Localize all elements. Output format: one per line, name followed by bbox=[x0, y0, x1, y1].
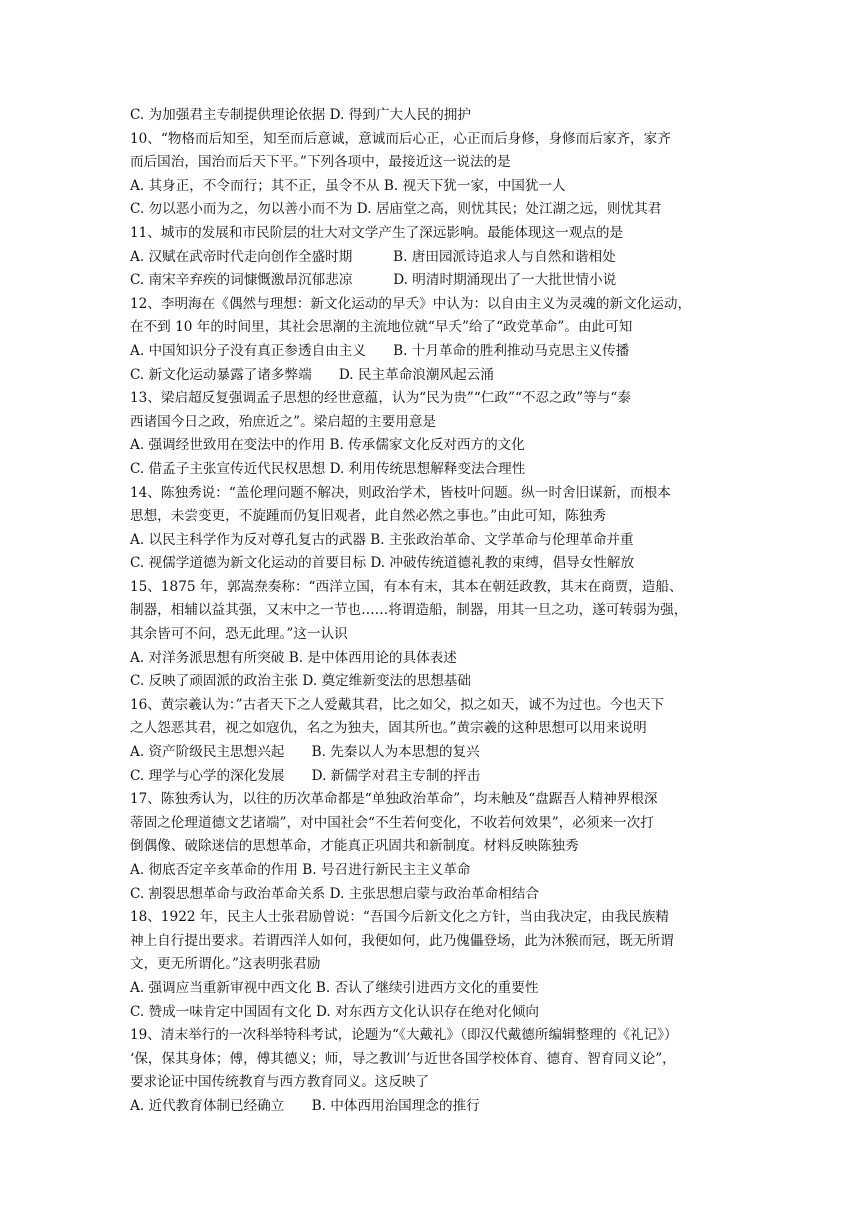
question-14-stem-cont: 思想，未尝变更，不旋踵而仍复旧观者，此自然必然之事也。”由此可知，陈独秀 bbox=[130, 508, 606, 525]
question-16-options-ab: A. 资产阶级民主思想兴起 B. 先秦以人为本思想的复兴 bbox=[130, 744, 480, 761]
question-text-block bbox=[130, 104, 730, 1119]
question-18-stem-cont: 神上自行提出要求。若谓西洋人如何，我便如何，此乃傀儡登场，此为沐猴而冠，既无所谓 bbox=[130, 932, 674, 949]
question-14-options-cd: C. 视儒学道德为新文化运动的首要目标 D. 冲破传统道德礼教的束缚，倡导女性解放 bbox=[130, 555, 635, 572]
question-12-stem-cont: 在不到 10 年的时间里，其社会思潮的主流地位就“早夭”给了“政党革命”。由此可知 bbox=[130, 319, 633, 336]
question-18-options-ab: A. 强调应当重新审视中西文化 B. 否认了继续引进西方文化的重要性 bbox=[130, 979, 539, 996]
question-16-stem: 16、黄宗羲认为：”古者天下之人爱戴其君，比之如父，拟之如天，诚不为过也。今也天下 bbox=[130, 696, 665, 713]
option-line: C. 为加强君主专制提供理论依据 D. 得到广大人民的拥护 bbox=[130, 107, 471, 123]
question-19-options-ab: A. 近代教育体制已经确立 B. 中体西用治国理念的推行 bbox=[130, 1097, 480, 1114]
question-17-options-ab: A. 彻底否定辛亥革命的作用 B. 号召进行新民主主义革命 bbox=[130, 862, 471, 878]
question-13-stem: 13、梁启超反复强调孟子思想的经世意蕴，认为“民为贵”“仁政”“不忍之政”等与“泰 bbox=[130, 390, 631, 407]
question-10-options-ab: A. 其身正，不令而行；其不正，虽令不从 B. 视天下犹一家，中国犹一人 bbox=[130, 177, 566, 194]
question-18-stem: 18、1922 年，民主人士张君励曾说：“吾国今后新文化之方针，当由我决定，由我民族精 bbox=[130, 909, 669, 926]
question-12-options-cd: C. 新文化运动暴露了诸多弊端 D. 民主革命浪潮风起云涌 bbox=[130, 366, 494, 383]
question-17-options-cd: C. 割裂思想革命与政治革命关系 D. 主张思想启蒙与政治革命相结合 bbox=[130, 885, 539, 902]
question-19-stem-cont: ‘保，保其身体；傅，傅其德义；师，导之教训’与近世各国学校体育、德育、智育同义论”， bbox=[130, 1050, 676, 1067]
question-15-stem-cont: 其余皆可不问，恐无此理。”这一认识 bbox=[130, 626, 348, 643]
question-10-options-cd: C. 勿以恶小而为之，勿以善小而不为 D. 居庙堂之高，则忧其民；处江湖之远，则忧其君 bbox=[130, 201, 662, 218]
question-15-options-cd: C. 反映了顽固派的政治主张 D. 奠定维新变法的思想基础 bbox=[130, 673, 471, 690]
question-14-options-ab: A. 以民主科学作为反对尊孔复古的武器 B. 主张政治革命、文学革命与伦理革命并重 bbox=[130, 531, 634, 548]
question-17-stem-cont: 倒偶像、破除迷信的思想革命，才能真正巩固共和新制度。材料反映陈独秀 bbox=[130, 838, 579, 855]
question-12-options-ab: A. 中国知识分子没有真正参透自由主义 B. 十月革命的胜利推动马克思主义传播 bbox=[130, 342, 630, 359]
question-12-stem: 12、李明海在《偶然与理想：新文化运动的早夭》中认为：以自由主义为灵魂的新文化运动， bbox=[130, 295, 692, 312]
question-15-stem: 15、1875 年，郭嵩焘奏称：“西洋立国，有本有末，其本在朝廷政教，其末在商贾，造船、 bbox=[130, 578, 683, 595]
question-10-stem: 10、“物格而后知至，知至而后意诚，意诚而后心正，心正而后身修，身修而后家齐，家齐 bbox=[130, 130, 671, 147]
question-15-options-ab: A. 对洋务派思想有所突破 B. 是中体西用论的具体表述 bbox=[130, 649, 457, 666]
question-17-stem-cont: 蒂固之伦理道德文艺诸端”，对中国社会“不生若何变化，不收若何效果”，必须来一次打 bbox=[130, 814, 654, 831]
question-11-options-cd: C. 南宋辛弃疾的词慷慨激昂沉郁悲凉 D. 明清时期涌现出了一大批世情小说 bbox=[130, 272, 617, 289]
question-14-stem: 14、陈独秀说：“盖伦理问题不解决，则政治学术，皆枝叶问题。纵一时舍旧谋新，而根本 bbox=[130, 484, 671, 501]
question-16-options-cd: C. 理学与心学的深化发展 D. 新儒学对君主专制的抨击 bbox=[130, 767, 481, 784]
question-18-stem-cont: 文，更无所谓化。”这表明张君励 bbox=[130, 956, 321, 973]
question-13-stem-cont: 西诸国今日之政，殆庶近之”。梁启超的主要用意是 bbox=[130, 413, 437, 430]
question-18-options-cd: C. 赞成一味肯定中国固有文化 D. 对东西方文化认识存在绝对化倾向 bbox=[130, 1003, 539, 1020]
question-19-stem-cont: 要求论证中国传统教育与西方教育同义。这反映了 bbox=[130, 1074, 430, 1091]
question-13-options-ab: A. 强调经世致用在变法中的作用 B. 传承儒家文化反对西方的文化 bbox=[130, 437, 525, 454]
question-11-options-ab: A. 汉赋在武帝时代走向创作全盛时期 B. 唐田园派诗追求人与自然和谐相处 bbox=[130, 248, 616, 265]
question-16-stem-cont: 之人怨恶其君，视之如寇仇，名之为独夫，固其所也。”黄宗羲的这种思想可以用来说明 bbox=[130, 720, 647, 737]
question-11-stem: 11、城市的发展和市民阶层的壮大对文学产生了深远影响。最能体现这一观点的是 bbox=[130, 224, 624, 241]
question-19-stem: 19、清末举行的一次科举特科考试，论题为“《大戴礼》（即汉代戴德所编辑整理的《礼记》） bbox=[130, 1027, 678, 1044]
question-10-stem-cont: 而后国治，国治而后天下平。”下列各项中，最接近这一说法的是 bbox=[130, 154, 511, 171]
question-17-stem: 17、陈独秀认为，以往的历次革命都是“单独政治革命”，均未触及“盘踞吾人精神界根深 bbox=[130, 791, 658, 808]
question-15-stem-cont: 制器，相辅以益其强，又末中之一节也……将谓造船，制器，用其一旦之功，遂可转弱为强， bbox=[130, 602, 688, 619]
question-13-options-cd: C. 借孟子主张宣传近代民权思想 D. 利用传统思想解释变法合理性 bbox=[130, 460, 526, 477]
